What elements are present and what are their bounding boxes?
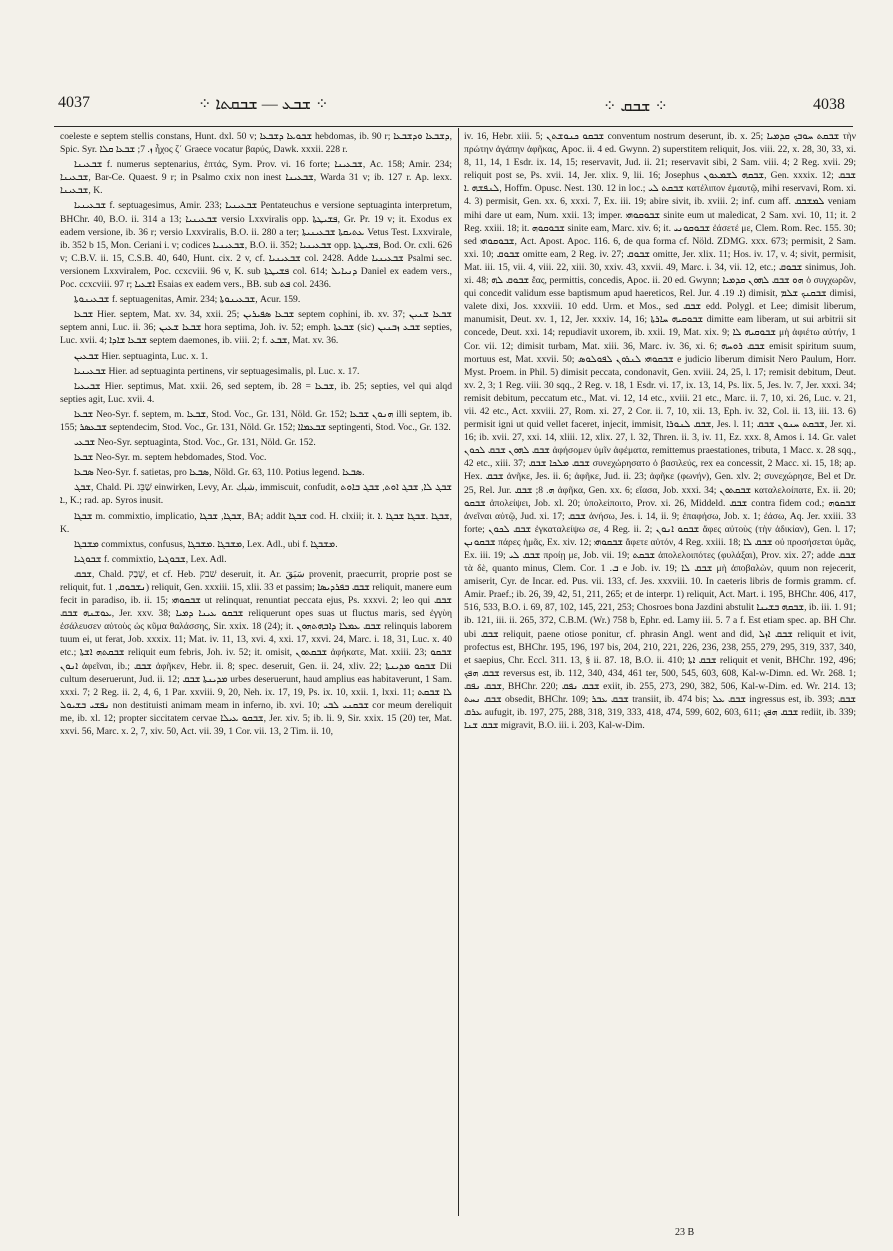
- entry: ܫܒܥܝܢ Hier. septuaginta, Luc. x. 1.: [74, 350, 208, 362]
- entry: ܫܒܝܥܝܐ Hier. septimus, Mat. xxii. 26, sed septem, ib. 28 = ܫܒܥܐ, ib. 25; septies, vel qui alqd septies agit, Luc. xvii. 4.: [60, 380, 452, 405]
- entry: ܣܒܥܐ Neo-Syr. f. satietas, pro ܣܒܥܐ, Nöld. Gr. 63, 110. Potius legend. ܣܒܥܐ.: [74, 467, 365, 479]
- entry: ܫܒܥܐ Hier. septem, Mat. xv. 34, xxii. 25; ܫܒܥܐ ܣܦܝܪܝܢ septem cophini, ib. xv. 37; ܫܒܥܐ ܫܢܝܢ septem anni, Luc. ii. 36; ܫܒܥܐ ܫܥܝܢ hora septima, Joh. iv. 52; emph. ܫܒܥܬܐ (sic) ܫܒܥ ܙܒܢܝܢ septies, Luc. xvii. 4; ܫܒܥܐ ܫܐܕܐ septem daemones, ib. viii. 2; f. ܫܒܥ, Mat. xv. 36.: [60, 309, 452, 347]
- entry: ܫܒܥܝܢܝܐ Hier. ad septuaginta pertinens, vir septuagesimalis, pl. Luc. x. 17.: [74, 365, 360, 377]
- entry: ܫܒܓܐ m. commixtio, implicatio, ܫܒܓܐ, ܫܒܓܐ, BA; addit ܫܒܓܐ cod. H. clxiii; it. ܫܒܓܐ .ܫܒܓܐ ܫܒܓܐ .ܐ, K.: [60, 510, 452, 535]
- page-header: [48, 94, 859, 116]
- entry: coeleste e septem stellis constans, Hunt. dxl. 50 v; ܫܒܘܥܐ ܕܫܒܥܐ hebdomas, ib. 90 r; ܕܫܒܥܐ ܘܕܫܒܥܐ, Spic. Syr. ܙ. 7; ܫܒܥܐ ܩܠܐ ἦχος ζ΄ Graece vocatur βαρύς, Dawk. xxxii. 228 r.: [60, 131, 452, 156]
- entry: ܫܒܓ, Chald. Pi. שַׁבֵּג einwirken, Levy, Ar. شبك, immiscuit, confudit, ܫܒܓ ܠܐ, ܫܒܓ ܐܘܬ, ܫܒܓ ܒܐܘܬ .ܐ, K.; rad. ap. Syros inusit.: [60, 482, 452, 507]
- right-column: [464, 130, 856, 1220]
- entry: ܡܫܒܓܐ commixtus, confusus, ܡܫܒܓܐ .ܡܫܒܓܐ, Lex. Adl., ubi f. ܡܫܒܓܐ.: [74, 538, 338, 550]
- page-number-left: 4037: [58, 94, 90, 111]
- entry: ܫܒܩ, Chald. שְׁבַק, et cf. Heb. שׁבק deseruit, it. Ar. سَبَقَ provenit, praecurrit, proprie post se reliquit, fut. ܢܫܒܘܩ, 1) reliquit, Gen. xxxiii. 15, xlii. 33 et passim; ܫܒܩ ܒܦܪܕܝܣܐ reliquit, manere eum fecit in paradiso, ib. ii. 15; ܫܒܩܘܗܝ ut relinquat, renuntiat peccata ejus, Ps. xxxvi. 2; leo qui ܫܒܩ ܥܘܫܢܗ ܫܒܩ, Jer. xxv. 38; ܫܒܩܘ ܥܝܢܐ ܕܡܝܐ reliquerunt opes suas ut fluctus maris, sed ἐγγὺη ἐσάλευσεν αὐτοὺς ὡς κῦμα θαλάσσης, Sir. xxix. 18 (24); it. ܫܒܩ ܥܡܠܐ ܕܐܒܗܬܗܘܢ relinquis laborem tuum ei, ut ferat, Job. xxxix. 11; Mat. iv. 11, 13, xvi. 4, xxi. 17, xxvi. 24, Marc. i. 18, 31, Luc. x. 40 etc.; ܫܒܩܬܗ ܐܫܬܐ reliquit eum febris, Joh. iv. 52; it. omisit, ܫܒܩܬܘܢ ἀφήκατε, Mat. xxiii. 23; ܫܒܩܘ ܐܢܘܢ ἀφεῖναι, ib.; ܫܒܩ ἀφῆκεν, Hebr. ii. 8; spec. deseruit, Gen. ii. 24, xliv. 22; ܫܒܩܘ ܡܕܝܢܬܐ Dii cultum deseruerunt, Jud. ii. 12; ܡܕܝܢܬܐ ܫܒܩ urbes deseruerunt, haud amplius eas habitaverunt, 1 Sam. xxxi. 7; 2 Reg. ii. 2, 4, 6, 1 Par. xxviii. 9, 20, Neh. ix. 17, 19, Ps. ix. 10, xxii. 1, lxxi. 11; ܠܐ ܫܒܩܬ ܢܦܫܝ ܒܫܝܘܠ non destituisti animam meam in inferno, ib. xvi. 10; ܫܒܩܢܝ ܠܒܝ cor meum dereliquit me, ib. xl. 12; propter siccitatem cervae ܫܒܩܘ ܥܝܠܐ, Jer. xiv. 5; ib. li. 9, Sir. xxix. 15 (20) ter, Mat. xxvi. 56, Marc. x. 2, 7, xiv. 50, Act. vii. 39, 1 Cor. vii. 13, 2 Tim. ii. 10,: [60, 568, 452, 738]
- column-divider: [458, 128, 459, 1216]
- page-number-right: 4038: [813, 96, 845, 113]
- entry: iv. 16, Hebr. xiii. 5; ܫܒܩܘ ܟܢܘܫܬܢ conventum nostrum deserunt, ib. x. 25; ܫܒܩܬ ܚܘܒܟ ܩܕܡܝܐ τὴν πρώτην ἀγάπην ἀφῆκας, Apoc. ii. 4 ed. Gwynn. 2) superstitem reliquit, Jos. viii. 22, x. 28, 30, 33, xi. 8, 11, 14, 1 Esdr. ix. 14, 15; reservavit, Jud. ii. 21; reservavit sibi, 2 Sam. viii. 4; 2 Reg. xvii. 29; reliquit post se, Ps. xvii. 14, Jer. xlix. 9, lii. 16; Josephus ܫܒܩܗ ܠܫܡܥܘܢ, Gen. xxxix. 12; ܫܒܩ ܠܢܦܫܗ .ܐ, Hoffm. Opusc. Nest. 130. 12 in loc.; ܫܒܩܬ ܠܝ κατέλιπον ἐμαυτῷ, mihi reservavi, Rom. xi. 4. 3) permisit, Gen. xx. 6, xxxi. 7, Ex. iii. 19; abire sivit, ib. xviii. 2; inf. cum aff. ܠܡܫܒܩ veniam mihi dare ut eam, Num. xxii. 13; imper. ܫܒܘܩܘܗܝ sinite eum ut maledicat, 2 Sam. xvi. 10, 11; it. 2 Reg. xxiii. 18; it. ܫܒܘܩܘܗ sinite eam, Marc. xiv. 6; it. ܫܒܘܩܘܢܝ ἐάσετέ με, Clem. Rom. Rec. 155. 30; sed ܫܒܘܩܘܗܝ, Act. Apost. Apoc. 116. 6, de qua forma cf. Nöld. ZDMG. xxx. 673; permisit, 2 Sam. xxi. 10; ܫܒܘܩ omitte eam, 2 Reg. iv. 27; ܫܒܘܩ omitte, Jer. xlix. 11; Hos. iv. 17, v. 4; sivit, permisit, Mat. iii. 15, vii. 4, viii. 22, xiii. 30, xxiv. 43, xxvii. 49, Marc. i. 34, vii. 12, etc.; ܫܒܘܩ sinimus, Joh. xi. 48; ܫܒܘܩ ܠܗ ἔας, permittis, concedis, Apoc. ii. 20 ed. Gwynn; ܗܘ ܫܒܩ ܠܗܘܢ ܩܕܡܝܐ ὁ συγχωρῶν, qui concedit validum esse baptismum apud haereticos, Rel. Jur. ܐ. 19. 4) dimisit, ܫܒܩܢܟ ܫܠܡ dimisi, valete dixi, Jos. xxxviii. 10 edd. Urm. et Mos., sed ܫܒܩ edd. Polygl. et Lee; dimisit liberum, manumisit, Deut. xv. 1, 12, Jer. xxxiv. 14, 16; ܫܒܘܩܝܗ ܚܐܪܬܐ dimitte eam liberam, ut sui arbitrii sit concede, Deut. xxi. 14; repudiavit uxorem, ib. xxii. 19, Mat. xix. 9; ܫܒܘܩܝܗ ܠܐ μὴ ἀφιέτω αὐτήν, 1 Cor. vii. 12; dimisit turbam, Mat. xiii. 36, Marc. iv. 36, xi. 6; ܫܒܩ ܪܘܚܗ emisit spiritum suum, mortuus est, Mat. xxvii. 50; ܫܒܩܘܗܝ ܠܢܪܘܢ ܠܦܘܠܘܣ e judicio liberum dimisit Nero Paulum, Horr. Myst. Proem. in Phil. 5) dimisit peccata, condonavit, Gen. xviii. 24, 25, l. 17; remisit debitum, Deut. xv. 2, 3; 1 Reg. viii. 30 sqq., 2 Reg. v. 18, 1 Esdr. vi. 17, ix. 13, 14, Ps. lix. 5, Jes. lv. 7, Jer. xxxi. 34; remisit debitum, peccatum etc., Mat. vi. 12, 14 etc., xviii. 21 etc., Marc. ii. 7, 10, xi. 26, Luc. v. 21, vii. 42 etc., Act. xxviii. 27, Rom. xi. 27, 2 Cor. ii. 7, 10, xii. 13, Eph. iv. 32, Col. ii. 13, iii. 13. 6) permisit igni ut quid vellet faceret, injecit, immisit, ܫܒܩ ܠܢܘܪܐ, Jes. l. 11; ܫܒܩܬ ܚܢܘܢ ܫܒܩ, Jer. xi. 16; ib. xvii. 27, xxi. 14, xliii. 12, xlix. 27, l. 32, Thren. ii. 3, iv. 11, Ez. xxx. 8, Amos i. 14. Gr. valet ܫܒܩ ܠܗܘܢ ܫܒܩ ܠܟܘܢ ἀφήσομεν ὑμῖν ἀφέματα, remittemus praestationes, tributa, 1 Macc. x. 28 sqq., 42 etc., xiii. 37; ܫܒܩ ܡܠܟܐ ܫܒܩ συνεχώρησατο ὁ βασιλεύς, rex ea concessit, 2 Macc. xi. 15, 18; ap. Hex. ܫܒܩ ἀνῆκε, Jes. ii. 6; ἀφῆκε, Jud. ii. 23; ἀφῆκε (φωνήν), Gen. xlv. 2; συνεχώρησε, Bel et Dr. 25, Rel. Jur. ܗ. 8; ܫܒܩ ἀφῆκα, Gen. xx. 6; εἴασα, Job. xxxi. 34; ܫܒܩܬܘܢ καταλελοίπατε, Ex. ii. 20; ܫܒܩܘ ἀπολείψει, Job. xl. 20; ὑπολείποιτο, Prov. xi. 26, Middeld. ܫܒܩ contra fidem cod.; ܫܒܩܘܗ ἀνεῖναι αὐτῷ, Jud. xi. 17; ܫܒܩ ἀνήσω, Jes. i. 14, ii. 9; ἐπαφήσω, Job. x. 1; ἐάσω, Aq. Jer. xxiii. 33 forte; ܫܒܩ ܠܟܘܢ ἐγκαταλείψω σε, 4 Reg. ii. 2; ܫܒܩܘ ܐܢܘܢ ἄφες αὐτοὺς (τὴν ἀδικίαν), Gen. l. 17; ܫܒܩܘܢܢ πάρες ἡμᾶς, Ex. xiv. 12; ܫܒܩܘܗܝ ἄφετε αὐτόν, 4 Reg. xxiii. 18; ܫܒܩ ܠܐ οὐ προσήσεται ὑμᾶς, Ex. iii. 19; ܫܒܩ ܠܝ προίῃ με, Job. vii. 19; ܫܒܩܬ ἀπολελοιπότες (φυλάξαι), Prov. xix. 27; adde ܫܒܩ τὰ δὲ, quanto minus, Clem. Cor. ܒ. 1 e Job. iv. 19; ܫܒܩ ܠܐ μὴ ἀποβαλὼν, quum non rejecerit, amiserit, Cyr. de Incar. ed. Pus. vii. 133, cf. Jes. xxxviii. 10. In caeteris libris de formis gramm. cf. Amir. Praef.; ib. 26, 39, 42, 51, 211, 265; et de interpr. 1) reliquit, Act. Mart. i. 195, BHChr. 406, 417, 516, 533, B.O. i. 69, 87, 102, 145, 221, 253; Chosroes bona Jazdini abstulit ܫܒܩܗ ܒܫܝܢܐ, ib. iii. 1. 91; ib. 121, iii. ii. 265, 372, C.B.M. (Wr.) 758 b, Ephr. ed. Lamy iii. 5. 7 a f. Est etiam spec. ap. BH Chr. ubi ܫܒܩ reliquit, paene otiose ponitur, cf. phrasin Angl. went and did, ܫܒܩ ܐܙܠ reliquit et ivit, profectus est, BHChr. 195, 196, 197 bis, 204, 210, 221, 226, 236, 238, 255, 279, 295, 319, 337, 340, et saepius, Chr. Eccl. 311. 13, § ii. 87. 18, B.O. ii. 410; ܫܒܩ ܐܬܐ reliquit et venit, BHChr. 192, 496; ܫܒܩ ܗܦܟ reversus est, ib. 112, 340, 434, 461 ter, 500, 545, 603, 608, Kal-w-Dimn. ed. Wr. 268. 1; ܫܒܩ ܢܦܩ, BHChr. 220; ܫܒܩ ܢܦܩ exiit, ib. 255, 273, 290, 382, 506, Kal-w-Dim. ed. Wr. 214. 13; ܫܒܩ ܢܚܬ obsedit, BHChr. 109; ܫܒܩ ܥܒܪ transiit, ib. 474 bis; ܫܒܩ ܥܠ ingressus est, ib. 393; ܫܒܩ ܥܪܩ aufugit, ib. 197, 275, 288, 318, 319, 333, 418, 474, 599, 602, 603, 611; ܫܒܩ ܗܦܟ rediit, ib. 339; ܫܒܩ ܫܢܐ migravit, B.O. iii. i. 203, Kal-w-Dim.: [464, 131, 856, 732]
- entry: ܫܒܘܓܝܐ f. commixtio, ܫܒܘܓܝܐ, Lex. Adl.: [74, 553, 227, 565]
- entry: ܫܒܥܝ Neo-Syr. septuaginta, Stod. Voc., Gr. 131, Nöld. Gr. 152.: [74, 437, 316, 449]
- running-head-right: ⁘ ܫܒܩ ⁘: [603, 98, 668, 115]
- entry: ܫܒܥܐ Neo-Syr. m. septem hebdomades, Stod. Voc.: [74, 452, 267, 464]
- running-head-left: ⁘ ܫܒܥ — ܫܒܩܬܐ ⁘: [198, 96, 329, 113]
- header-rule: [54, 126, 853, 127]
- entry: ܫܒܥܝܢܝܐ f. septuagesimus, Amir. 233; ܫܒܥܝܢܝܐ Pentateuchus e versione septuaginta interpretum, BHChr. 40, B.O. ii. 314 a 13; ܫܒܥܝܢܝܐ versio Lxxviralis opp. ܦܫܝܛܬܐ, Gr. Pr. 19 v; it. Exodus ex eadem versione, ib. 36 r; versio Lxxviralis, B.O. ii. 280 a ter; ܥܬܝܩܬܐ ܫܒܥܝܢܝܬܐ Vetus Test. Lxxvirale, ib. 352 b 15, Mon. Ceriani i. v; codices ܫܒܥܝܢܝܐ, B.O. ii. 352; ܫܒܥܝܢܝܐ opp. ܦܫܝܛܬܐ, Bod. Or. cxli. 626 v; C.B.V. ii. 15, C.S.B. 40, 640, Hunt. cix. 2 v, cf. ܫܒܥܝܢܝܐ col. 2428. Adde ܫܒܥܝܢܝܐ Psalmi sec. versionem Lxxviralem, Poc. ccxcviii. 96 v, K. sub ܦܫܝܛܬܐ col. 614; ܕܢܝܐܝܠ Daniel ex eadem vers., Poc. ccxcviii. 97 r; ܐܫܥܝܐ Esaias ex eadem vers., BB. sub ܦܬ col. 2436.: [60, 200, 452, 291]
- signature-mark: 23 B: [675, 1227, 695, 1238]
- left-column: [60, 130, 452, 1220]
- entry: ܫܒܥܐ Neo-Syr. f. septem, m. ܫܒܥܐ, Stod. Voc., Gr. 131, Nöld. Gr. 152; ܗܢܘܢ ܫܒܥܐ illi septem, ib. 155; ܫܒܥܣܪ septendecim, Stod. Voc., Gr. 131, Nöld. Gr. 152; ܫܒܥܡܐܐ septingenti, Stod. Voc., Gr. 132.: [60, 408, 452, 433]
- entry: ܫܒܥܝܢܐ f. numerus septenarius, ἑπτάς, Sym. Prov. vi. 16 forte; ܫܒܥܝܢܐ, Ac. 158; Amir. 234; ܫܒܥܝܢܐ, Bar-Ce. Quaest. 9 r; in Psalmo cxix non inest ܫܒܥܝܢܐ, Warda 31 v; ib. 127 r. Ap. lexx. ܫܒܥܝܢܐ, K.: [60, 159, 452, 197]
- entry: ܫܒܥܝܢܘܬܐ f. septuagenitas, Amir. 234; ܫܒܥܝܢܘܬܐ, Acur. 159.: [74, 294, 301, 306]
